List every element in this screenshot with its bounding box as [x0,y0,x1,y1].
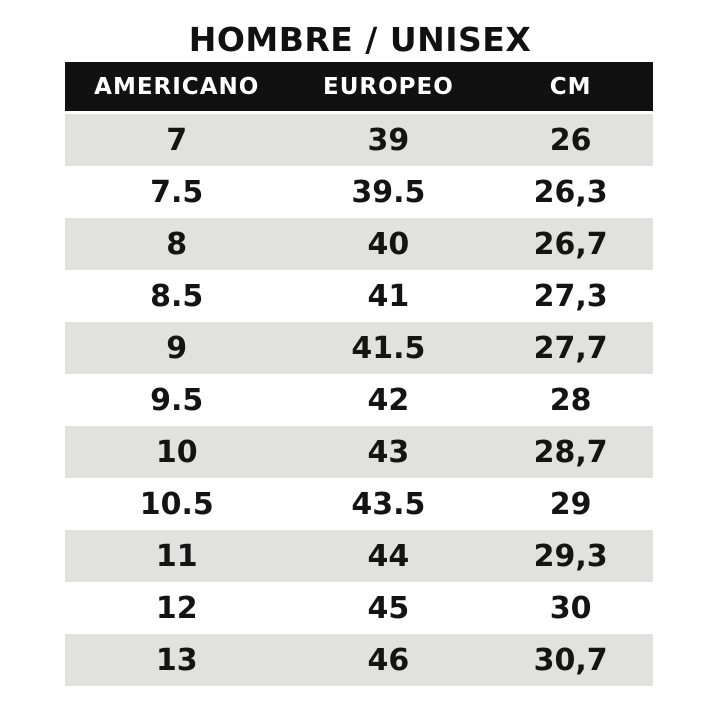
column-header-americano: AMERICANO [65,62,288,113]
table-cell: 42 [367,382,410,418]
size-chart-table [65,62,653,686]
table-row [65,478,653,530]
table-row [65,530,653,582]
table-cell: 30 [549,590,592,626]
table-row [65,270,653,322]
table-cell: 7.5 [150,174,204,210]
table-row [65,322,653,374]
table-cell: 26,3 [533,174,608,210]
table-cell: 26 [549,122,592,158]
page-title: HOMBRE / UNISEX [188,20,532,59]
table-row [65,634,653,686]
column-header-europeo: EUROPEO [288,62,488,113]
table-cell: 9 [166,330,188,366]
table-cell: 13 [155,642,198,678]
table-cell: 10 [155,434,198,470]
table-cell: 27,7 [533,330,608,366]
table-cell: 28,7 [533,434,608,470]
table-cell: 9.5 [150,382,204,418]
column-header-cm: CM [488,62,653,113]
table-cell: 8.5 [150,278,204,314]
table-cell: 40 [367,226,410,262]
table-row [65,582,653,634]
table-cell: 26,7 [533,226,608,262]
table-row [65,426,653,478]
table-cell: 10.5 [139,486,214,522]
table-row [65,218,653,270]
table-cell: 43 [367,434,410,470]
table-cell: 27,3 [533,278,608,314]
table-cell: 45 [367,590,410,626]
table-row [65,166,653,218]
table-cell: 28 [549,382,592,418]
table-cell: 11 [155,538,198,574]
table-cell: 30,7 [533,642,608,678]
table-cell: 29,3 [533,538,608,574]
table-cell: 44 [367,538,410,574]
table-row [65,374,653,426]
table-cell: 39.5 [351,174,426,210]
table-cell: 46 [367,642,410,678]
size-table-header [65,62,653,113]
table-cell: 39 [367,122,410,158]
table-cell: 41.5 [351,330,426,366]
table-cell: 43.5 [351,486,426,522]
table-cell: 41 [367,278,410,314]
header-row [65,62,653,113]
size-table-body [65,113,653,687]
table-cell: 12 [155,590,198,626]
table-cell: 7 [166,122,188,158]
table-cell: 29 [549,486,592,522]
table-row [65,113,653,167]
table-cell: 8 [166,226,188,262]
